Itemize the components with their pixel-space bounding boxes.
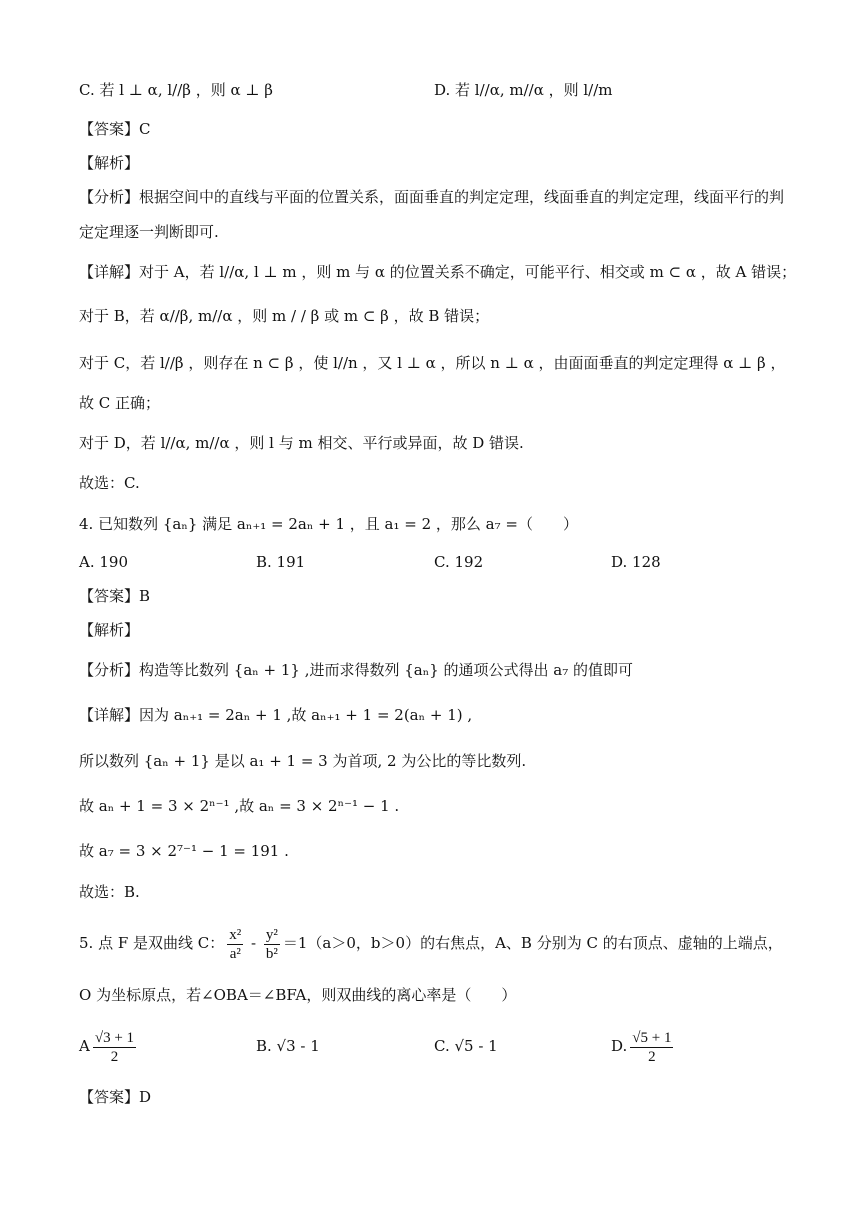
q4-fenxi: 【分析】构造等比数列 {aₙ + 1} ,进而求得数列 {aₙ} 的通项公式得出 a₇ 的值即可 bbox=[79, 661, 634, 679]
q3-option-d: D. 若 l//α, m//α ，则 l//m bbox=[434, 81, 613, 99]
q4-detail-line1: 【详解】因为 aₙ₊₁ = 2aₙ + 1 ,故 aₙ₊₁ + 1 = 2(aₙ + 1) , bbox=[79, 706, 473, 724]
q5-stem-line2: O 为坐标原点，若∠OBA＝∠BFA，则双曲线的离心率是（ ） bbox=[79, 986, 517, 1004]
q5-option-b: B. √3 - 1 bbox=[256, 1037, 320, 1055]
q5-fraction-x: $\frac{\text{x²}}{\text{a²}}$ bbox=[229, 926, 242, 962]
q3-choose: 故选：C. bbox=[79, 474, 140, 492]
q4-analysis-label: 【解析】 bbox=[79, 621, 140, 639]
q3-analysis-label: 【解析】 bbox=[79, 154, 140, 172]
q3-detail-c-line1: 对于 C，若 l//β ，则存在 n ⊂ β ，使 l//n ，又 l ⊥ α ，所以 n ⊥ α ，由面面垂直的判定定理得 α ⊥ β ， bbox=[79, 354, 786, 372]
q4-option-a: A. 190 bbox=[79, 553, 128, 571]
q5-stem-line1 bbox=[79, 921, 783, 965]
q4-option-c: C. 192 bbox=[434, 553, 484, 571]
q3-detail-c-line2: 故 C 正确； bbox=[79, 394, 161, 412]
q4-detail-line4: 故 a₇ = 3 × 2⁷⁻¹ − 1 = 191 . bbox=[79, 842, 289, 860]
q3-detail-a: 【详解】对于 A，若 l//α, l ⊥ m ，则 m 与 α 的位置关系不确定，可能平行、相交或 m ⊂ α ，故 A 错误； bbox=[79, 263, 797, 281]
q5-option-c: C. √5 - 1 bbox=[434, 1037, 498, 1055]
q3-fenxi-line2: 定定理逐一判断即可. bbox=[79, 223, 219, 241]
q4-answer: 【答案】B bbox=[79, 587, 151, 605]
q3-answer: 【答案】C bbox=[79, 120, 151, 138]
q5-fraction-y: $\frac{\text{y²}}{\text{b²}}$ bbox=[265, 926, 278, 962]
q4-detail-line2: 所以数列 {aₙ + 1} 是以 a₁ + 1 = 3 为首项, 2 为公比的等比数列. bbox=[79, 752, 527, 770]
q3-detail-d: 对于 D，若 l//α, m//α ，则 l 与 m 相交、平行或异面，故 D 错误. bbox=[79, 434, 524, 452]
q5-minus: - bbox=[246, 934, 261, 952]
q5-stem-suffix: ＝1（a＞0，b＞0）的右焦点，A、B 分别为 C 的右顶点、虚轴的上端点， bbox=[282, 934, 783, 952]
q5-stem-prefix: 5. 点 F 是双曲线 C： bbox=[79, 934, 225, 952]
q5-answer: 【答案】D bbox=[79, 1088, 152, 1106]
q4-option-b: B. 191 bbox=[256, 553, 306, 571]
q3-fenxi-line1: 【分析】根据空间中的直线与平面的位置关系，面面垂直的判定定理，线面垂直的判定定理，线面平行的判 bbox=[79, 188, 785, 206]
q5-option-d-fraction: $\frac{√5 + 1}{2}$ bbox=[632, 1029, 672, 1065]
q4-choose: 故选：B. bbox=[79, 883, 140, 901]
q4-stem: 4. 已知数列 {aₙ} 满足 aₙ₊₁ = 2aₙ + 1 ，且 a₁ = 2 ，那么 a₇ =（ ） bbox=[79, 515, 578, 533]
q3-detail-b: 对于 B，若 α//β, m//α ，则 m / / β 或 m ⊂ β ，故 B 错误； bbox=[79, 307, 490, 325]
q5-option-a-fraction: $\frac{√3 + 1}{2}$ bbox=[94, 1029, 135, 1065]
q4-detail-line3: 故 aₙ + 1 = 3 × 2ⁿ⁻¹ ,故 aₙ = 3 × 2ⁿ⁻¹ − 1 . bbox=[79, 797, 400, 815]
q5-option-a bbox=[79, 1026, 139, 1066]
q5-option-a-label: A bbox=[79, 1037, 90, 1055]
q5-option-d bbox=[611, 1026, 676, 1066]
q3-option-c: C. 若 l ⊥ α, l//β ，则 α ⊥ β bbox=[79, 81, 273, 99]
q4-option-d: D. 128 bbox=[611, 553, 661, 571]
q5-option-d-label: D. bbox=[611, 1037, 628, 1055]
